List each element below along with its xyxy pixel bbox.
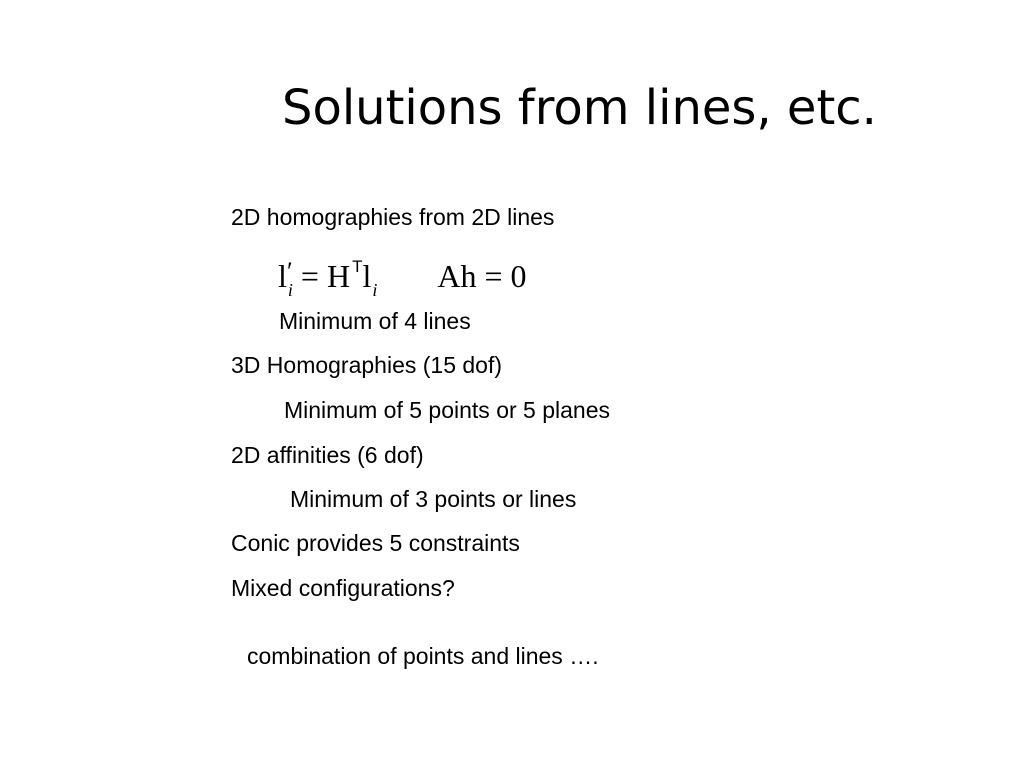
equation-rhs-symbol: l (362, 258, 372, 294)
bullet-2d-affinities: 2D affinities (6 dof) (231, 442, 424, 468)
equation-rhs-index: i (372, 280, 378, 300)
equation-matrix: H (326, 258, 351, 294)
equation-system: Ah = 0 (437, 258, 527, 294)
bullet-mixed-configurations: Mixed configurations? (231, 575, 455, 601)
equation-prime: ′ (287, 257, 293, 286)
equation-lhs (278, 254, 293, 298)
equation-transpose: T (352, 257, 363, 276)
sub-bullet-min-4-lines: Minimum of 4 lines (279, 308, 471, 334)
equation-equals: = (292, 258, 327, 294)
bullet-2d-homographies-lines: 2D homographies from 2D lines (231, 204, 555, 230)
slide-title: Solutions from lines, etc. (282, 80, 877, 136)
equation-line-transform (278, 254, 527, 304)
equation-lhs-index: i (287, 280, 293, 300)
sub-bullet-min-5-points-planes: Minimum of 5 points or 5 planes (284, 397, 610, 423)
equation-lhs-symbol: l (278, 258, 287, 294)
sub-bullet-min-3-points-lines: Minimum of 3 points or lines (290, 486, 577, 512)
bullet-conic-constraints: Conic provides 5 constraints (231, 530, 520, 556)
note-combination-points-lines: combination of points and lines …. (247, 643, 599, 669)
bullet-3d-homographies: 3D Homographies (15 dof) (231, 352, 503, 378)
